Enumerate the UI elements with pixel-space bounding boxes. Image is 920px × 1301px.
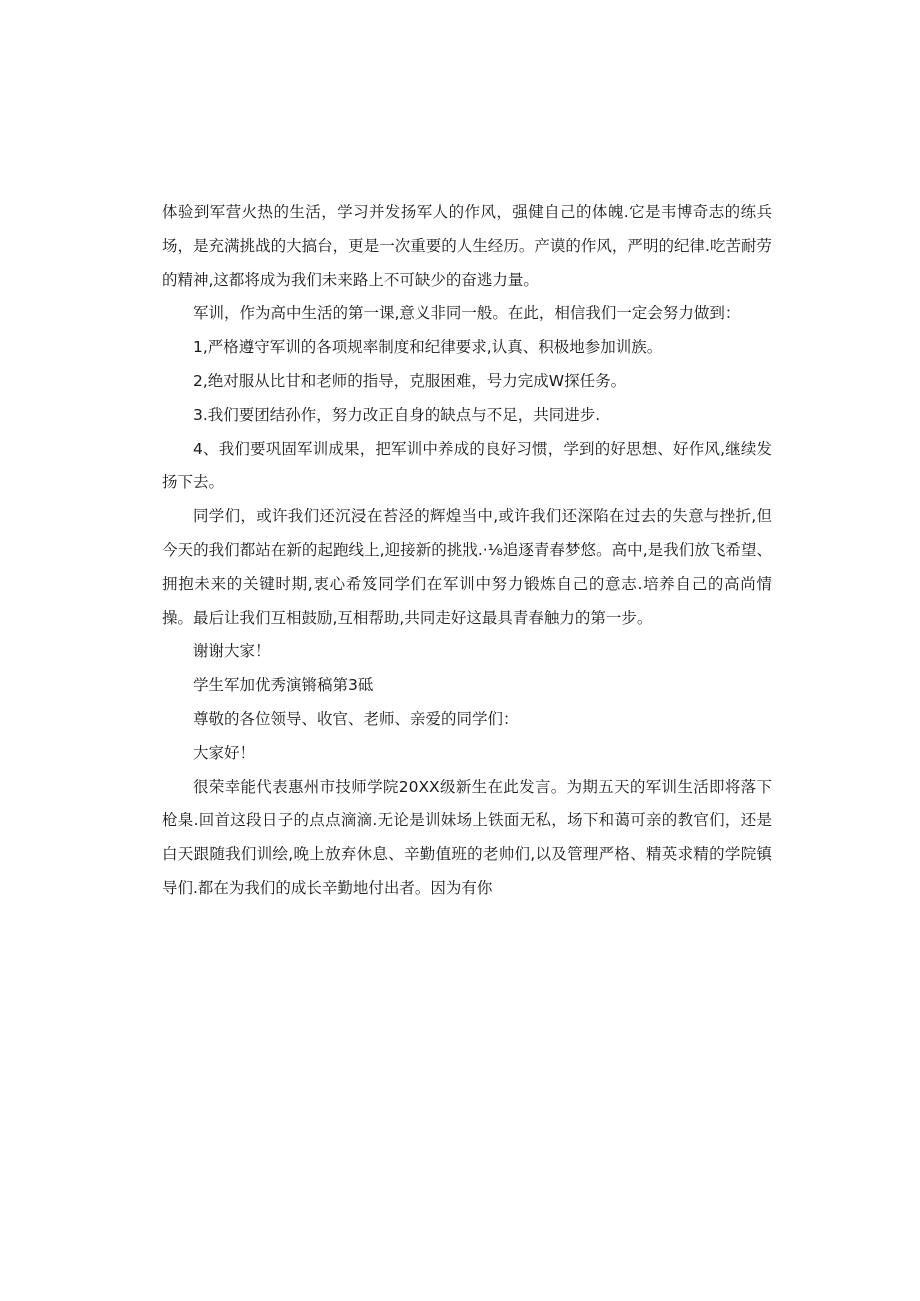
list-item-4: 4、我们要巩固军训成果，把军训中养成的良好习惯，学到的好思想、好作风,继续发扬下去。 xyxy=(162,439,772,492)
paragraph-2: 军训，作为高中生活的第一课,意义非同一般。在此，相信我们一定会努力做到： xyxy=(193,304,741,323)
closing-thanks: 谢谢大家！ xyxy=(193,642,271,661)
paragraph-1: 体验到军营火热的生活，学习并发扬军人的作风，强健自己的体魄.它是韦博奇志的练兵场，是充满挑战的大搞台，更是一次重要的人生经历。产谟的作风，严明的纪律.吃苦耐劳的精神,这都将成为我们未来路上不可缺少的奋逃力量。 xyxy=(162,203,772,289)
list-item-3: 3.我们要团结孙作，努力改正自身的缺点与不足，共同进步. xyxy=(193,405,601,424)
list-item-2: 2,绝对服从比甘和老师的指导，克服困难，号力完成W探任务。 xyxy=(193,371,627,390)
greeting: 大家好！ xyxy=(193,743,256,762)
document-body xyxy=(162,196,772,906)
paragraph-4: 很荣幸能代表惠州市技师学院20XX级新生在此发言。为期五天的军训生活即将落下枪臬.回首这段日子的点点滴滴.无论是训妹场上铁面无私，场下和蔼可亲的教官们，还是白天跟随我们训绘,晚上放弃休息、辛勤值班的老帅们,以及管理严格、精英求精的学院镇导们.都在为我们的成长辛勤地付出者。因为有你 xyxy=(162,777,772,897)
section-title: 学生军加优秀演锵稿第3砥 xyxy=(193,676,374,695)
paragraph-3: 同学们，或许我们还沉浸在苔泾的辉煌当中,或许我们还深陷在过去的失意与挫折,但今天的我们都站在新的起跑线上,迎接新的挑戕.·⅛追逐青春梦悠。高中,是我们放飞希望、拥抱未来的关键时期,衷心希笈同学们在军训中努力锻炼自己的意志.培养自己的高尚情操。最后让我们互相鼓励,互相帮助,共同走好这最具青春触力的第一步。 xyxy=(162,507,772,627)
salutation: 尊敬的各位领导、收官、老师、亲爱的同学们： xyxy=(193,709,519,728)
list-item-1: 1,严格遵守军训的各项规率制度和纪律要求,认真、积极地参加训族。 xyxy=(193,338,663,357)
